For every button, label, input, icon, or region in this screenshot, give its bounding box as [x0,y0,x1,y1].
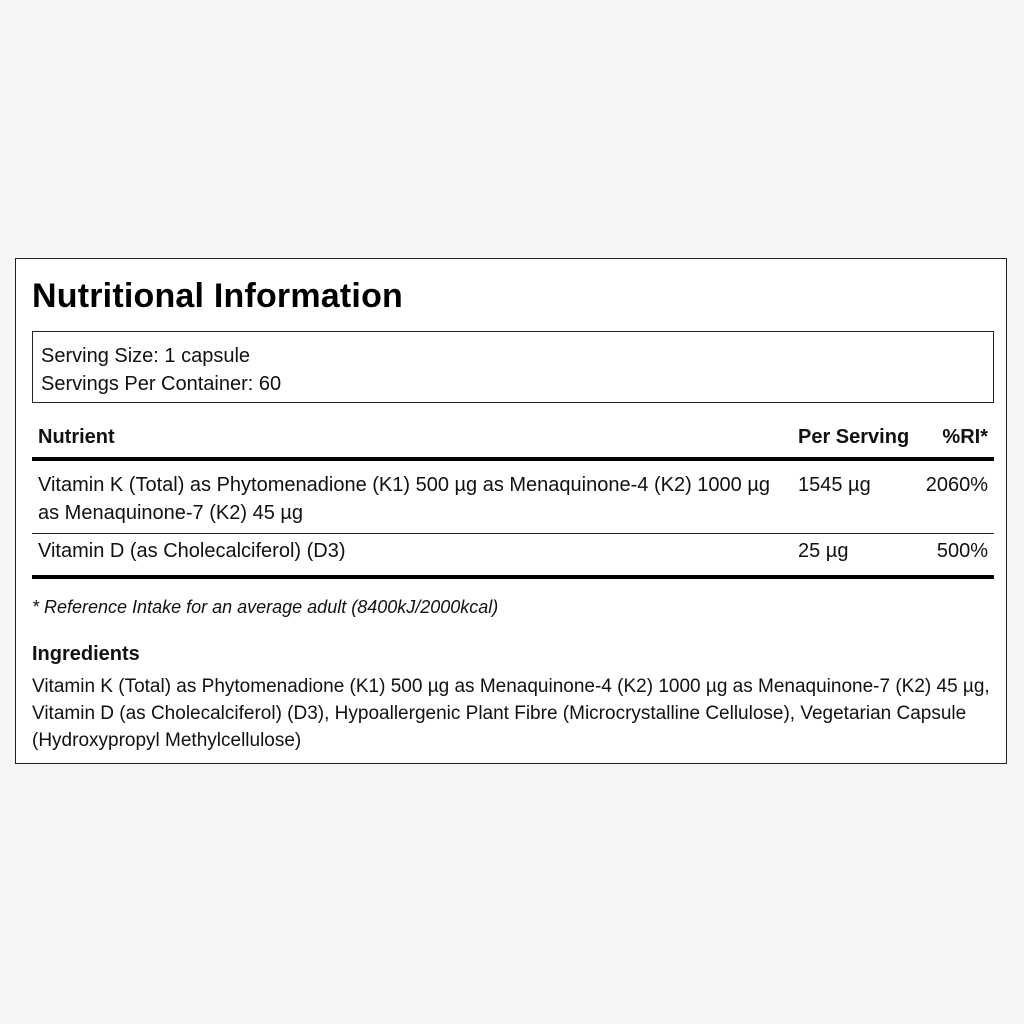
header-per-serving: Per Serving [798,426,910,448]
row-per-serving: 25 µg [798,540,849,562]
ingredients-text: Vitamin K (Total) as Phytomenadione (K1) 500 µg as Menaquinone-4 (K2) 1000 µg as Menaquinone-7 (K2) 45 µg, Vitamin D (as Cholecalciferol) (D3), Hypoallergenic Plant Fibre (Microcrystalline Cellulose), Vegetarian Capsule (Hydroxypropyl Methylcellulose) [32,676,990,751]
table-row [32,537,994,579]
row-nutrient: Vitamin D (as Cholecalciferol) (D3) [38,540,346,562]
ingredients-title: Ingredients [32,643,140,665]
row-ri: 500% [936,540,988,562]
servings-per-container: Servings Per Container: 60 [41,373,282,395]
reference-footnote: * Reference Intake for an average adult (8400kJ/2000kcal) [32,597,499,617]
nutrition-panel [15,258,1007,764]
header-nutrient: Nutrient [38,426,115,448]
row-ri: 2060% [925,474,988,496]
serving-size: Serving Size: 1 capsule [41,345,251,367]
table-header [32,419,994,461]
panel-title: Nutritional Information [32,277,404,315]
row-per-serving: 1545 µg [798,474,871,496]
row-nutrient: Vitamin K (Total) as Phytomenadione (K1) 500 µg as Menaquinone-4 (K2) 1000 µg as Menaquinone-7 (K2) 45 µg [38,474,770,524]
header-ri: %RI* [942,426,988,448]
serving-info-box [32,331,994,403]
table-row [32,471,994,534]
